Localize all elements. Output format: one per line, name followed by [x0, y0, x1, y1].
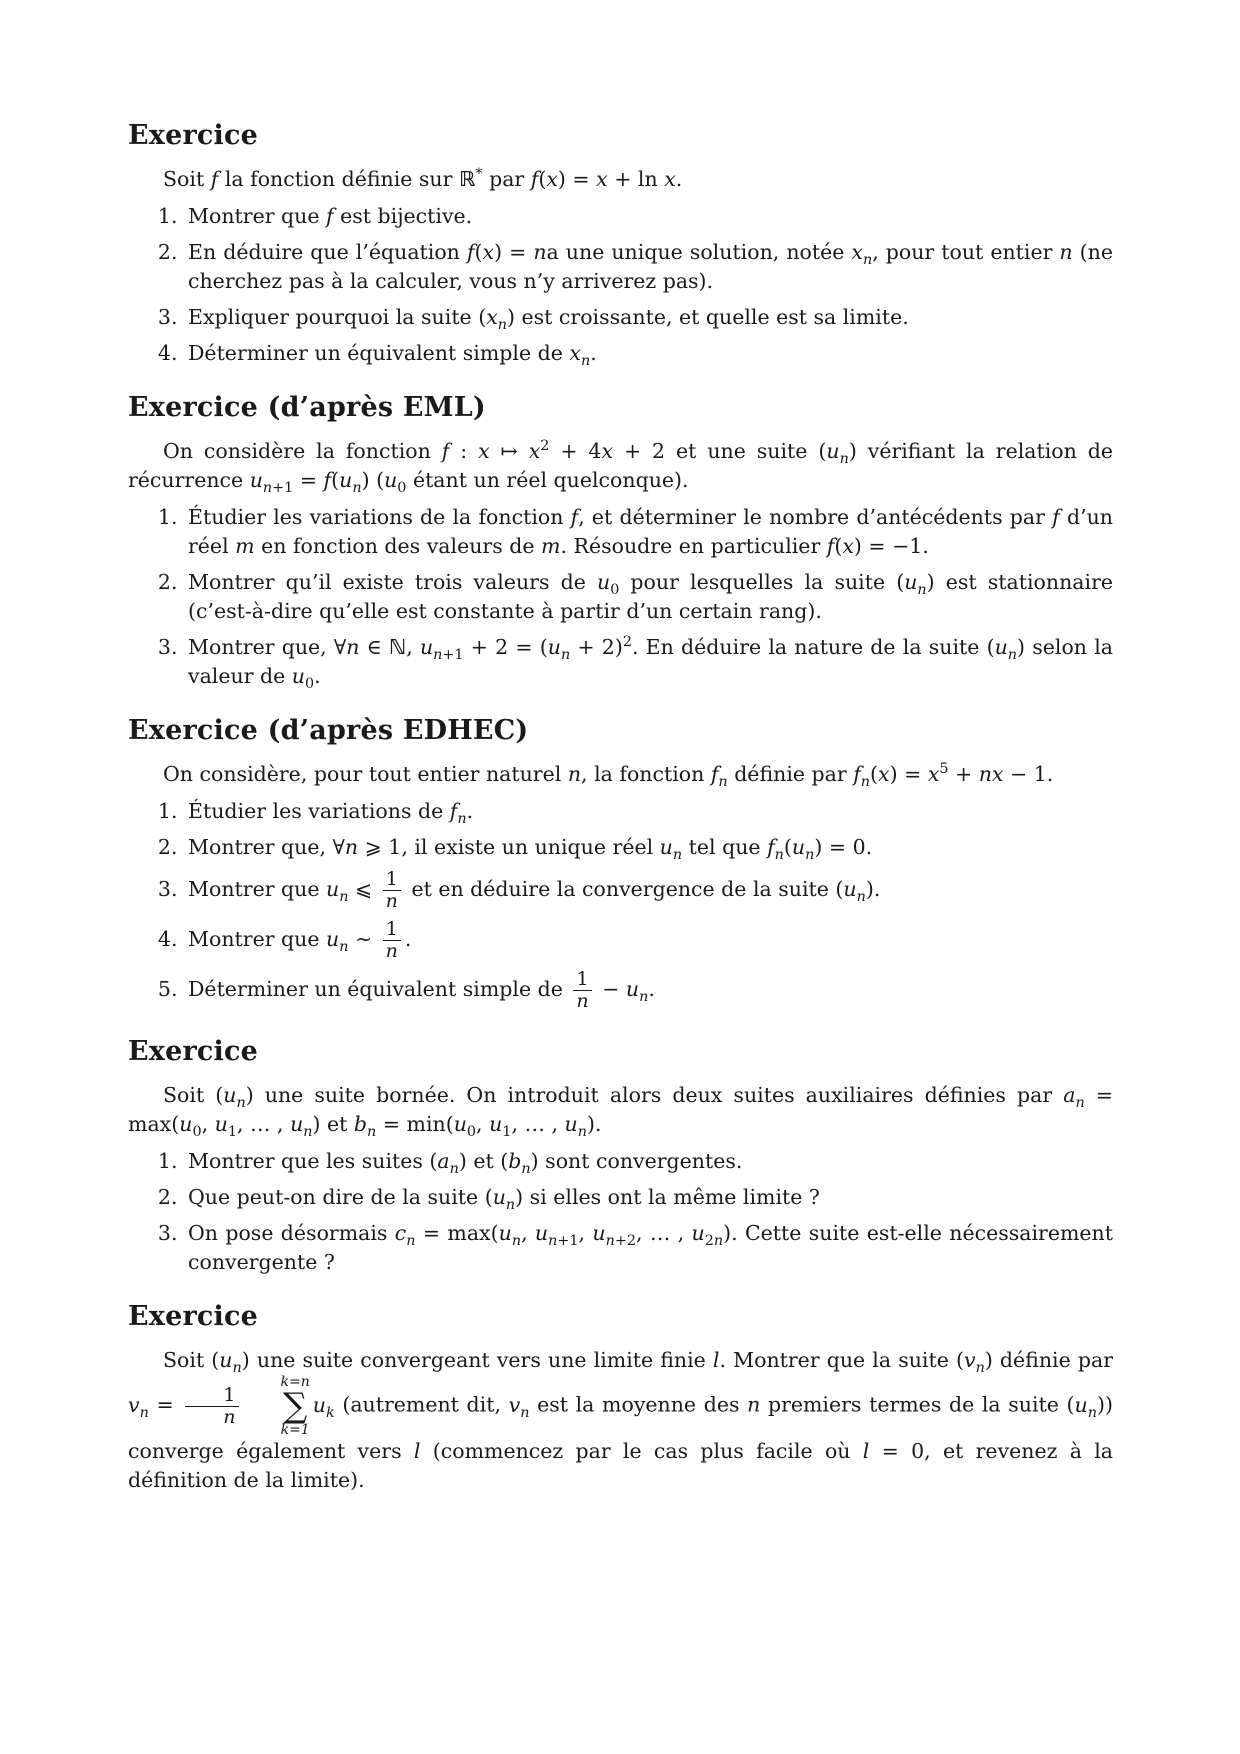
question-item: 1. Montrer que les suites $(a_n)$ et $(b_n)$ sont convergentes.: [184, 1147, 1113, 1176]
question-item: 2. En déduire que l’équation f(x) = na une unique solution, notée $x_n$, pour tout entier n (ne cherchez pas à la calculer, vous n’y arriverez pas).: [184, 238, 1113, 296]
fraction: $\frac{1}{n}$: [383, 919, 401, 962]
question-list: [128, 1147, 1113, 1277]
exercise-title: Exercice: [128, 1301, 258, 1332]
exercise-title: Exercice: [128, 1036, 258, 1067]
document-page: [128, 120, 1113, 1519]
fraction: $\frac{1}{n}$: [573, 969, 591, 1012]
question-item: 2. Montrer qu’il existe trois valeurs de $u_0$ pour lesquelles la suite $(u_n)$ est stationnaire (c’est-à-dire qu’elle est constante à partir d’un certain rang).: [184, 568, 1113, 626]
exercise-intro: Soit $(u_n)$ une suite convergeant vers une limite finie l. Montrer que la suite $(v_n)$ définie par $v_n$ = $\frac{1}{n}$ k=n ∑ k=1 $u_k$ (autrement dit, $v_n$ est la moyenne des n premiers termes de la suite $(u_n)$) converge également vers l (commencez par le cas plus facile où l = 0, et revenez à la définition de la limite).: [128, 1348, 1114, 1492]
exercise-2: [128, 392, 1113, 691]
exercise-1: [128, 120, 1113, 368]
fraction: $\frac{1}{n}$: [185, 1385, 238, 1428]
question-item: 3. Montrer que, ∀n ∈ ℕ, $u_{n+1} + 2 = (u_n + 2)^2$. En déduire la nature de la suite $(u_n)$ selon la valeur de $u_0$.: [184, 633, 1113, 691]
exercise-intro: Soit f la fonction définie sur ℝ* par f(x) = x + ln x.: [163, 166, 683, 191]
question-item: 3. Expliquer pourquoi la suite $(x_n)$ est croissante, et quelle est sa limite.: [184, 303, 1113, 332]
question-item: 1. Étudier les variations de $f_n$.: [184, 797, 1113, 826]
summation: k=n ∑ k=1: [280, 1374, 310, 1438]
question-item: 4. Déterminer un équivalent simple de $x_n$.: [184, 339, 1113, 368]
question-item: 2. Que peut-on dire de la suite $(u_n)$ si elles ont la même limite ?: [184, 1183, 1113, 1212]
question-item: 3. Montrer que $u_n$ ⩽ $\frac{1}{n}$ et en déduire la convergence de la suite $(u_n)$.: [184, 869, 1113, 912]
question-item: 4. Montrer que $u_n$ ∼ $\frac{1}{n}$ .: [184, 919, 1113, 962]
exercise-3: [128, 715, 1113, 1012]
question-item: 3. On pose désormais $c_n = \max(u_n$, $u_{n+1}$, $u_{n+2}$, … , $u_{2n}$). Cette suite est-elle nécessairement convergente ?: [184, 1219, 1113, 1277]
question-list: [128, 797, 1113, 1012]
exercise-intro: On considère la fonction f : x ↦ $x^2 + 4x + 2$ et une suite $(u_n)$ vérifiant la relation de récurrence $u_{n+1} = f(u_n)$ ($u_0$ étant un réel quelconque).: [128, 438, 1113, 497]
question-list: [128, 202, 1113, 368]
question-list: [128, 503, 1113, 691]
fraction: $\frac{1}{n}$: [383, 869, 401, 912]
exercise-title: Exercice (d’après EML): [128, 392, 486, 423]
exercise-intro: Soit $(u_n)$ une suite bornée. On introduit alors deux suites auxiliaires définies par $a_n = \max(u_0$, $u_1$, … , $u_n$) et $b_n = \min(u_0$, $u_1$, … , $u_n$).: [128, 1083, 1113, 1141]
exercise-5: [128, 1301, 1113, 1495]
exercise-title: Exercice (d’après EDHEC): [128, 715, 529, 746]
exercise-4: [128, 1036, 1113, 1277]
question-item: 1. Étudier les variations de la fonction f, et déterminer le nombre d’antécédents par f d’un réel m en fonction des valeurs de m. Résoudre en particulier f(x) = −1.: [184, 503, 1113, 561]
question-item: 5. Déterminer un équivalent simple de $\frac{1}{n}$ − $u_n$.: [184, 969, 1113, 1012]
question-item: 1. Montrer que f est bijective.: [184, 202, 1113, 231]
exercise-title: Exercice: [128, 120, 258, 151]
exercise-intro: On considère, pour tout entier naturel n, la fonction $f_n$ définie par $f_n(x) = x^5$ + nx − 1.: [163, 761, 1054, 791]
question-item: 2. Montrer que, ∀n ⩾ 1, il existe un unique réel $u_n$ tel que $f_n(u_n) = 0$.: [184, 833, 1113, 862]
